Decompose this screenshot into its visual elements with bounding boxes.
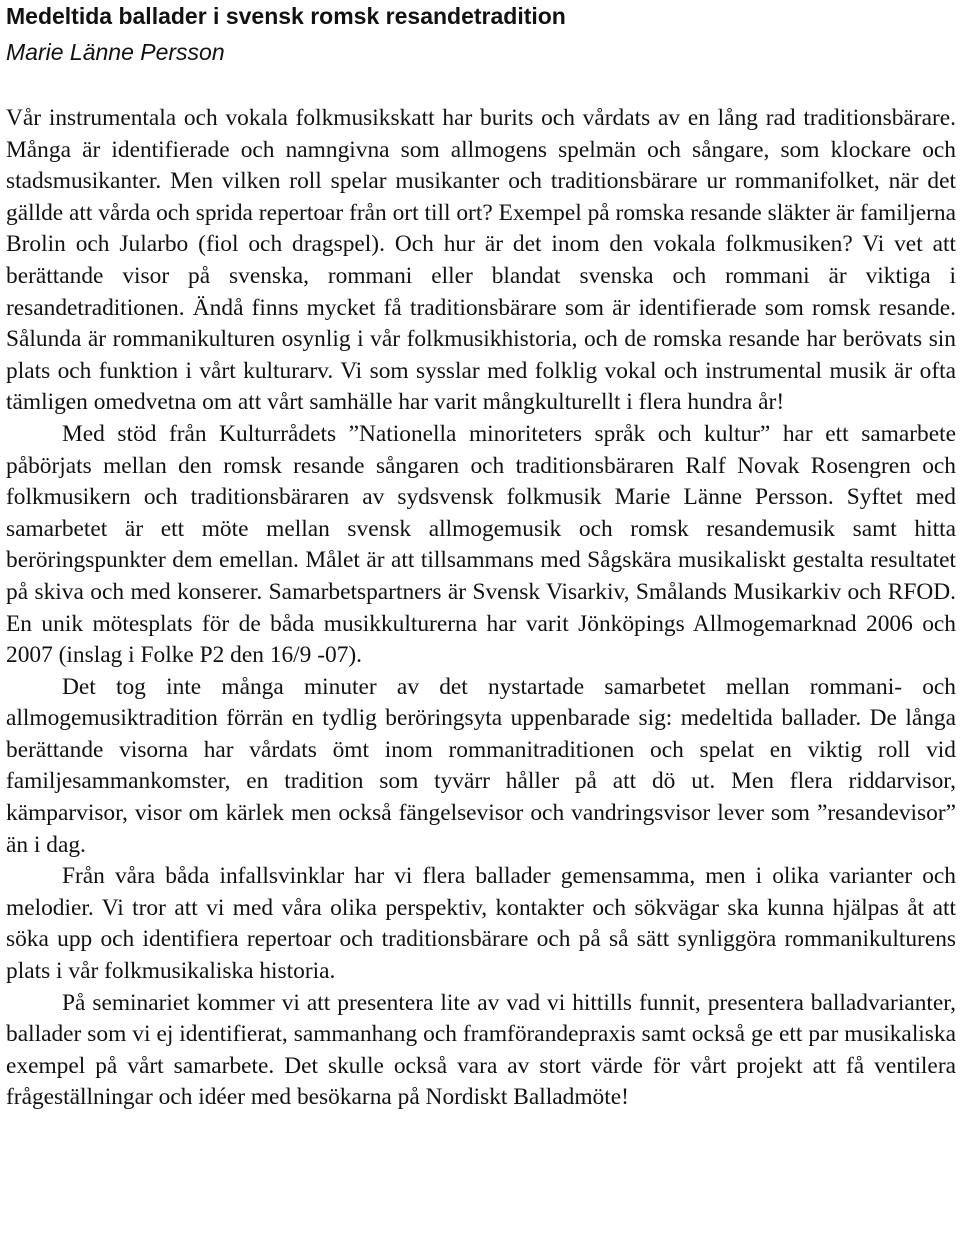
document-page [6,0,956,1114]
document-author: Marie Länne Persson [6,39,225,65]
paragraph-collaboration: Med stöd från Kulturrådets ”Nationella minoriteters språk och kultur” har ett samarbete påbörjats mellan den romsk resande sångaren och traditionsbäraren Ralf Novak Rosengren och folkmusikern och traditionsbäraren av sydsvensk folkmusik Marie Länne Persson. Syftet med samarbetet är ett möte mellan svensk allmogemusik och romsk resandemusik samt hitta beröringspunkter dem emellan. Målet är att tillsammans med Sågskära musikaliskt gestalta resultatet på skiva och med konserer. Samarbetspartners är Svensk Visarkiv, Smålands Musikarkiv och RFOD. En unik mötesplats för de båda musikkulturerna har varit Jönköpings Allmogemarknad 2006 och 2007 (inslag i Folke P2 den 16/9 -07). [6,420,956,669]
paragraph-ballads: Det tog inte många minuter av det nystartade samarbetet mellan rommani- och allmogemusiktradition förrän en tydlig beröringsyta uppenbarade sig: medeltida ballader. De långa berättande visorna har vårdats ömt inom rommanitraditionen och spelat en viktig roll vid familjesammankomster, en tradition som tyvärr håller på att dö ut. Men flera riddarvisor, kämparvisor, visor om kärlek men också fängelsevisor och vandringsvisor lever som ”resandevisor” än i dag. [6,673,956,858]
paragraph-perspectives: Från våra båda infallsvinklar har vi flera ballader gemensamma, men i olika varianter och melodier. Vi tror att vi med våra olika perspektiv, kontakter och sökvägar ska kunna hjälpas åt att söka upp och identifiera repertoar och traditionsbärare och på så sätt synliggöra rommanikulturens plats i vår folkmusikaliska historia. [6,863,956,985]
document-body [6,103,956,1114]
document-title: Medeltida ballader i svensk romsk resandetradition [6,3,566,29]
paragraph-seminar: På seminariet kommer vi att presentera lite av vad vi hittills funnit, presentera balladvarianter, ballader som vi ej identifierat, sammanhang och framförandepraxis samt också ge ett par musikaliska exempel på vårt samarbete. Det skulle också vara av stort värde för vårt projekt att få ventilera frågeställningar och idéer med besökarna på Nordiskt Balladmöte! [6,989,956,1111]
paragraph-intro: Vår instrumentala och vokala folkmusikskatt har burits och vårdats av en lång rad traditionsbärare. Många är identifierade och namngivna som allmogens spelmän och sångare, som klockare och stadsmusikanter. Men vilken roll spelar musikanter och traditionsbärare ur rommanifolket, när det gällde att vårda och sprida repertoar från ort till ort? Exempel på romska resande släkter är familjerna Brolin och Jularbo (fiol och dragspel). Och hur är det inom den vokala folkmusiken? Vi vet att berättande visor på svenska, rommani eller blandat svenska och rommani är viktiga i resandetraditionen. Ändå finns mycket få traditionsbärare som är identifierade som romsk resande. Sålunda är rommanikulturen osynlig i vår folkmusikhistoria, och de romska resande har berövats sin plats och funktion i vårt kulturarv. Vi som sysslar med folklig vokal och instrumental musik är ofta tämligen omedvetna om att vårt samhälle har varit mångkulturellt i flera hundra år! [6,105,956,416]
